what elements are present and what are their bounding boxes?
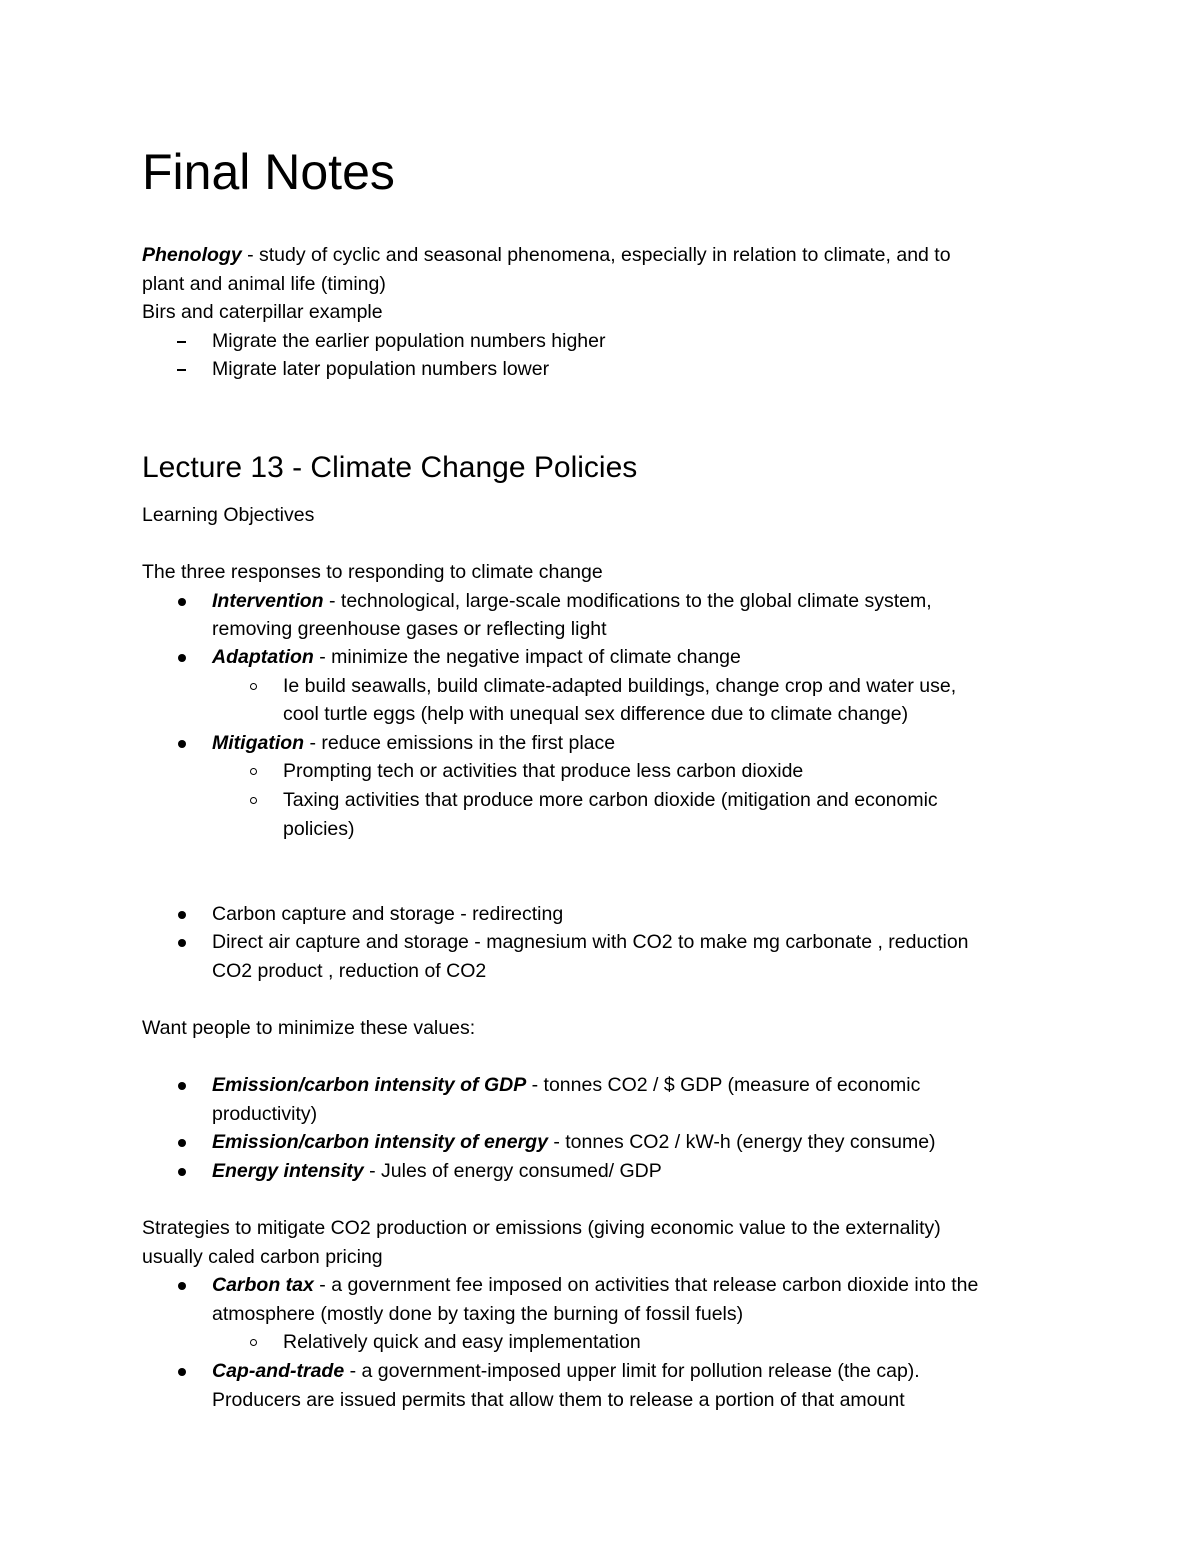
bullet-icon <box>178 1168 186 1176</box>
carbon-tax-line2: atmosphere (mostly done by taxing the burning of fossil fuels) <box>212 1303 744 1325</box>
mitigation-sub2-line1: Taxing activities that produce more carbon dioxide (mitigation and economic <box>283 789 938 811</box>
cap-trade-line1: - a government-imposed upper limit for pollution release (the cap). <box>344 1360 920 1382</box>
ccs-text: Carbon capture and storage - redirecting <box>212 903 564 925</box>
cap-trade-line2: Producers are issued permits that allow them to release a portion of that amount <box>212 1389 905 1411</box>
carbon-tax-term: Carbon tax <box>212 1274 314 1296</box>
mitigation-sub1: Prompting tech or activities that produce less carbon dioxide <box>283 760 804 782</box>
list-item-text: Migrate the earlier population numbers higher <box>212 330 606 352</box>
bullet-icon <box>178 1139 186 1147</box>
list-item-text: Migrate later population numbers lower <box>212 358 550 380</box>
gdp-term: Emission/carbon intensity of GDP <box>212 1074 527 1096</box>
strategies-line2: usually caled carbon pricing <box>142 1246 383 1268</box>
intervention-line2: removing greenhouse gases or reflecting light <box>212 618 607 640</box>
adaptation-sub-line1: Ie build seawalls, build climate-adapted buildings, change crop and water use, <box>283 675 957 697</box>
circle-bullet-icon <box>250 768 257 775</box>
example-label: Birs and caterpillar example <box>142 301 383 323</box>
minimize-intro: Want people to minimize these values: <box>142 1017 476 1039</box>
bullet-icon <box>178 1082 186 1090</box>
phenology-term: Phenology <box>142 244 242 266</box>
cap-trade-term: Cap-and-trade <box>212 1360 345 1382</box>
intervention-line1: - technological, large-scale modifications to the global climate system, <box>323 590 932 612</box>
lecture-heading: Lecture 13 - Climate Change Policies <box>142 451 638 484</box>
learning-objectives: Learning Objectives <box>142 504 315 526</box>
bullet-icon <box>178 1368 186 1376</box>
bullet-icon <box>178 654 186 662</box>
intervention-term: Intervention <box>212 590 324 612</box>
carbon-tax-line1: - a government fee imposed on activities that release carbon dioxide into the <box>313 1274 979 1296</box>
gdp-line2: productivity) <box>212 1103 318 1125</box>
energy-intensity-line1: - Jules of energy consumed/ GDP <box>363 1160 662 1182</box>
phenology-def-line1: - study of cyclic and seasonal phenomena, especially in relation to climate, and to <box>241 244 951 266</box>
mitigation-term: Mitigation <box>212 732 305 754</box>
dash-icon <box>177 341 186 343</box>
gdp-line1: - tonnes CO2 / $ GDP (measure of economic <box>526 1074 921 1096</box>
page-title: Final Notes <box>142 144 395 200</box>
circle-bullet-icon <box>250 683 257 690</box>
phenology-definition <box>142 241 951 270</box>
responses-intro: The three responses to responding to climate change <box>142 561 603 583</box>
energy-line1: - tonnes CO2 / kW-h (energy they consume) <box>547 1131 936 1153</box>
energy-term: Emission/carbon intensity of energy <box>212 1131 548 1153</box>
strategies-line1: Strategies to mitigate CO2 production or emissions (giving economic value to the externality) <box>142 1217 941 1239</box>
bullet-icon <box>178 1282 186 1290</box>
dash-icon <box>177 369 186 371</box>
mitigation-sub2-line2: policies) <box>283 818 355 840</box>
bullet-icon <box>178 598 186 606</box>
mitigation-line1: - reduce emissions in the first place <box>304 732 616 754</box>
bullet-icon <box>178 740 186 748</box>
phenology-def-line2: plant and animal life (timing) <box>142 273 386 295</box>
energy-intensity-term: Energy intensity <box>212 1160 364 1182</box>
circle-bullet-icon <box>250 797 257 804</box>
adaptation-term: Adaptation <box>212 646 314 668</box>
dac-line2: CO2 product , reduction of CO2 <box>212 960 487 982</box>
bullet-icon <box>178 939 186 947</box>
circle-bullet-icon <box>250 1339 257 1346</box>
bullet-icon <box>178 911 186 919</box>
adaptation-sub-line2: cool turtle eggs (help with unequal sex difference due to climate change) <box>283 703 909 725</box>
carbon-tax-sub: Relatively quick and easy implementation <box>283 1331 641 1353</box>
adaptation-line1: - minimize the negative impact of climate change <box>313 646 741 668</box>
dac-line1: Direct air capture and storage - magnesium with CO2 to make mg carbonate , reduction <box>212 931 969 953</box>
